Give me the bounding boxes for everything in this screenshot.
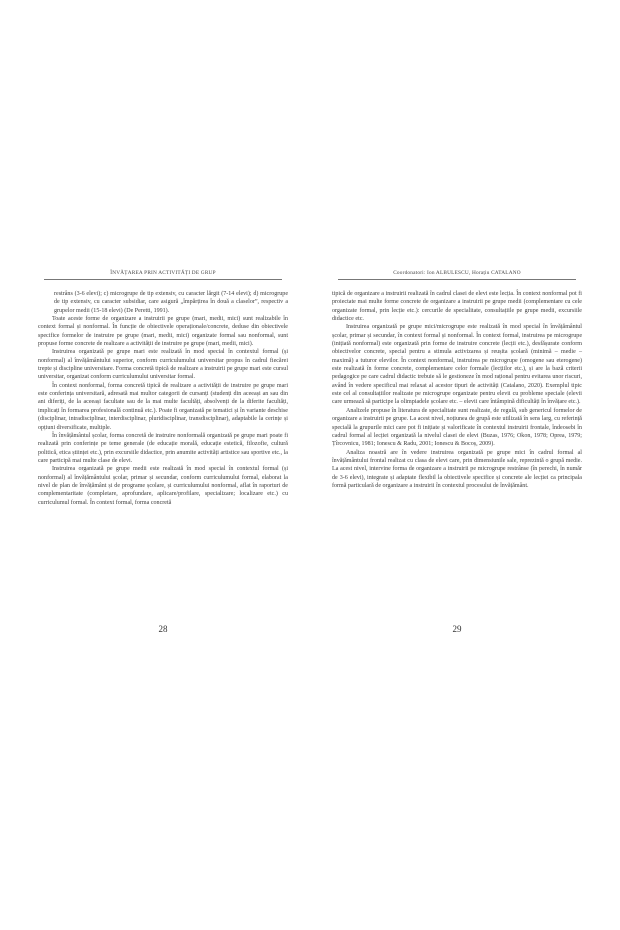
right-page [332,270,582,634]
paragraph: Analiza noastră are în vedere instruirea organizată pe grupe mici în cadrul formal al învățământului frontal realizat cu clasa de elevi care, prin dimensiunile sale, reprezintă o grupă medie. La acest nivel, intervine forma de organizare a instruirii pe microgrupe restrânse (în perechi, în număr de 3-6 elevi), integrate și adaptate flexibil la obiectivele specifice și concrete ale lecției ca principala formă particulară de organizare a instruirii în contextul procesului de învățământ. [332,449,582,489]
running-head-left: ÎNVĂȚAREA PRIN ACTIVITĂȚI DE GRUP [44,270,282,280]
page-number-left: 28 [158,624,168,634]
paragraph: Instruirea organizată pe grupe medii este realizată în mod special în contextul formal (și nonformal) al învățământului școlar, primar și secundar, conform curriculumului formal, elaborat la nivel de plan de învățământ și de programe școlare, și curriculumului nonformal, aflat în raporturi de complementaritate (completare, aprofundare, aplicare/profilare, specializare; localizare etc.) cu curriculumul formal. În context formal, forma concretă [38,466,288,506]
paragraph: În context nonformal, forma concretă tipică de realizare a activității de instruire pe grupe mari este conferința universitară, adresată mai multor categorii de cursanți (studenți din aceeași an sau din ani diferiți, de la aceeași facultate sau de la mai multe facultăți, absolvenți de la diferite facultăți, implicați în formarea profesională continuă etc.). Poate fi organizată pe tematici și în variante deschise (disciplinar, intradisciplinar, interdisciplinar, pluridisciplinar, transdisciplinar), adaptabile la cerințe și opțiuni diversificate, multiple. [38,382,288,431]
paragraph: În învățământul școlar, forma concretă de instruire nonformală organizată pe grupe mari poate fi realizată prin conferințe pe teme generale (de educație morală, educație estetică, filozofie, cultură politică, etica științei etc.), prin excursiile didactice, prin anumite activități artistice sau sportive etc., la care participă mai multe clase de elevi. [38,432,288,464]
paragraph: Instruirea organizată pe grupe mari este realizată în mod special în contextul formal (și nonformal) al învățământului superior, conform curriculumului universitar propus în cadrul fiecărei trepte și discipline universitare. Forma concretă tipică de realizare a instruirii pe grupe mari este cursul universitar, organizat conform curriculumului universitar formal. [38,349,288,381]
paragraph: Toate aceste forme de organizare a instruirii pe grupe (mari, medii, mici) sunt realizabile în context formal și nonformal. În funcție de obiectivele operaționale/concrete, deduse din obiectivele specifice formelor de instruire pe grupe (mari, medii, mici) organizate formal sau nonformal, sunt propuse forme concrete de realizare a activității de instruire pe grupe (mari, medii, mici). [38,316,288,348]
paragraph: restrâns (3-6 elevi); c) microgrupe de tip extensiv, cu caracter lărgit (7-14 elevi); d) microgrupe de tip extensiv, cu caracter subsidiar, care asigură „împărțirea în două a claselor”, respectiv a grupelor medii (15-18 elevi) (De Peretti, 1991). [54,291,288,314]
running-head-right: Coordonatori: Ion ALBULESCU, Horațiu CATALANO [338,270,576,280]
paragraph: Instruirea organizată pe grupe mici/microgrupe este realizată în mod special în învățământul școlar, primar și secundar, în context formal și nonformal. În context formal, instruirea pe microgrupe (inițiată nonformal) este organizată prin forme de instruire concrete (lecții etc.), desfășurate conform obiectivelor concrete, special pentru a stimula activizarea și reușita școlară (minimă – medie – maximă) a tuturor elevilor. În context nonformal, instruirea pe microgrupe (omogene sau eterogene) este realizată în forme concrete, complementare celor formale (lecțiilor etc.), și are la bază criterii pedagogice pe care cadrul didactic trebuie să le gestioneze în mod rațional pentru evitarea unor riscuri, având în vedere specificul mai relaxat al acestor tipuri de activități (Catalano, 2020). Exemplul tipic este cel al consultațiilor realizate pe microgrupe organizate pentru elevii cu probleme speciale (elevii care urmează să participe la olimpiadele școlare etc. – elevii care întâmpină dificultăți în învățare etc.). [332,324,582,406]
paragraph: tipică de organizare a instruirii realizată în cadrul clasei de elevi este lecția. În context nonformal pot fi proiectate mai multe forme concrete de organizare a instruirii pe grupe medii (complementare cu cele organizate formal, prin lecție etc.): cercurile de specialitate, consultațiile pe grupe medii, excursiile didactice etc. [332,291,582,323]
left-page [38,270,288,634]
paragraph: Analizele propuse în literatura de specialitate sunt realizate, de regulă, sub genericul formelor de organizare a instruirii pe grupe. La acest nivel, noțiunea de grupă este utilizată în sens larg, cu referință specială la grupurile mici care pot fi inițiate și valorificate în contextul instruirii frontale, îndeosebi în cadrul formal al lecției organizată la nivelul clasei de elevi (Buzas, 1976; Okon, 1978; Oprea, 1979; Țîrcovnicu, 1981; Ionescu & Radu, 2001; Ionescu & Bocoș, 2009). [332,407,582,448]
page-number-right: 29 [452,624,462,634]
